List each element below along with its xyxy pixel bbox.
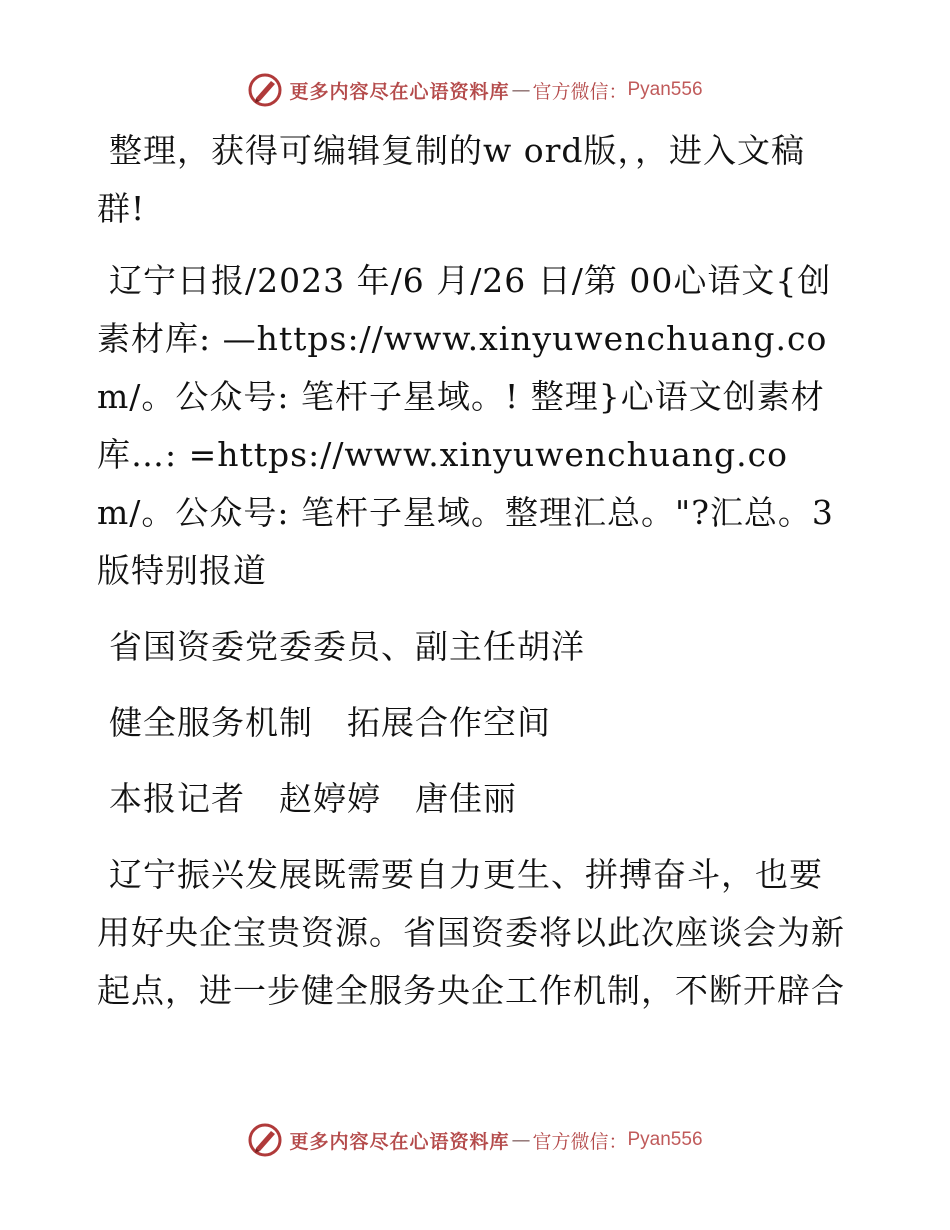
- paragraph-intro: 整理，获得可编辑复制的w ord版，，进入文稿群!: [97, 131, 806, 228]
- footer-separator: —: [511, 1129, 531, 1151]
- header-wechat-handle: Pyan556: [627, 79, 703, 100]
- header-brand-text: 更多内容尽在心语资料库: [289, 80, 510, 103]
- header-banner: [0, 70, 950, 110]
- paragraph-author-title: 省国资委党委委员、副主任胡洋: [109, 627, 585, 666]
- footer-wechat-handle: Pyan556: [627, 1129, 703, 1150]
- footer-brand-text: 更多内容尽在心语资料库: [289, 1130, 510, 1153]
- pen-circle-logo-icon: [247, 72, 283, 108]
- footer-wechat-label: 官方微信：: [532, 1130, 628, 1153]
- footer-banner: [0, 1120, 950, 1160]
- header-wechat-label: 官方微信：: [532, 80, 628, 103]
- paragraph-headline: 健全服务机制 拓展合作空间: [109, 703, 551, 742]
- paragraph-byline: 本报记者 赵婷婷 唐佳丽: [109, 779, 517, 818]
- pen-circle-logo-icon: [247, 1122, 283, 1158]
- paragraph-source: 辽宁日报/2023 年/6 月/26 日/第 00心语文{创素材库: —https://www.xinyuwenchuang.com/。公众号: 笔杆子星域。! 整理}心语文创素材库…: =https://www.xinyuwenchuang.com/。公众号: 笔杆子星域。整理汇总。"?汇总。3 版特别报道: [97, 261, 834, 590]
- header-separator: —: [511, 79, 531, 101]
- document-body: [97, 122, 853, 1038]
- paragraph-body: 辽宁振兴发展既需要自力更生、拼搏奋斗，也要用好央企宝贵资源。省国资委将以此次座谈会为新起点，进一步健全服务央企工作机制，不断开辟合: [97, 855, 845, 1010]
